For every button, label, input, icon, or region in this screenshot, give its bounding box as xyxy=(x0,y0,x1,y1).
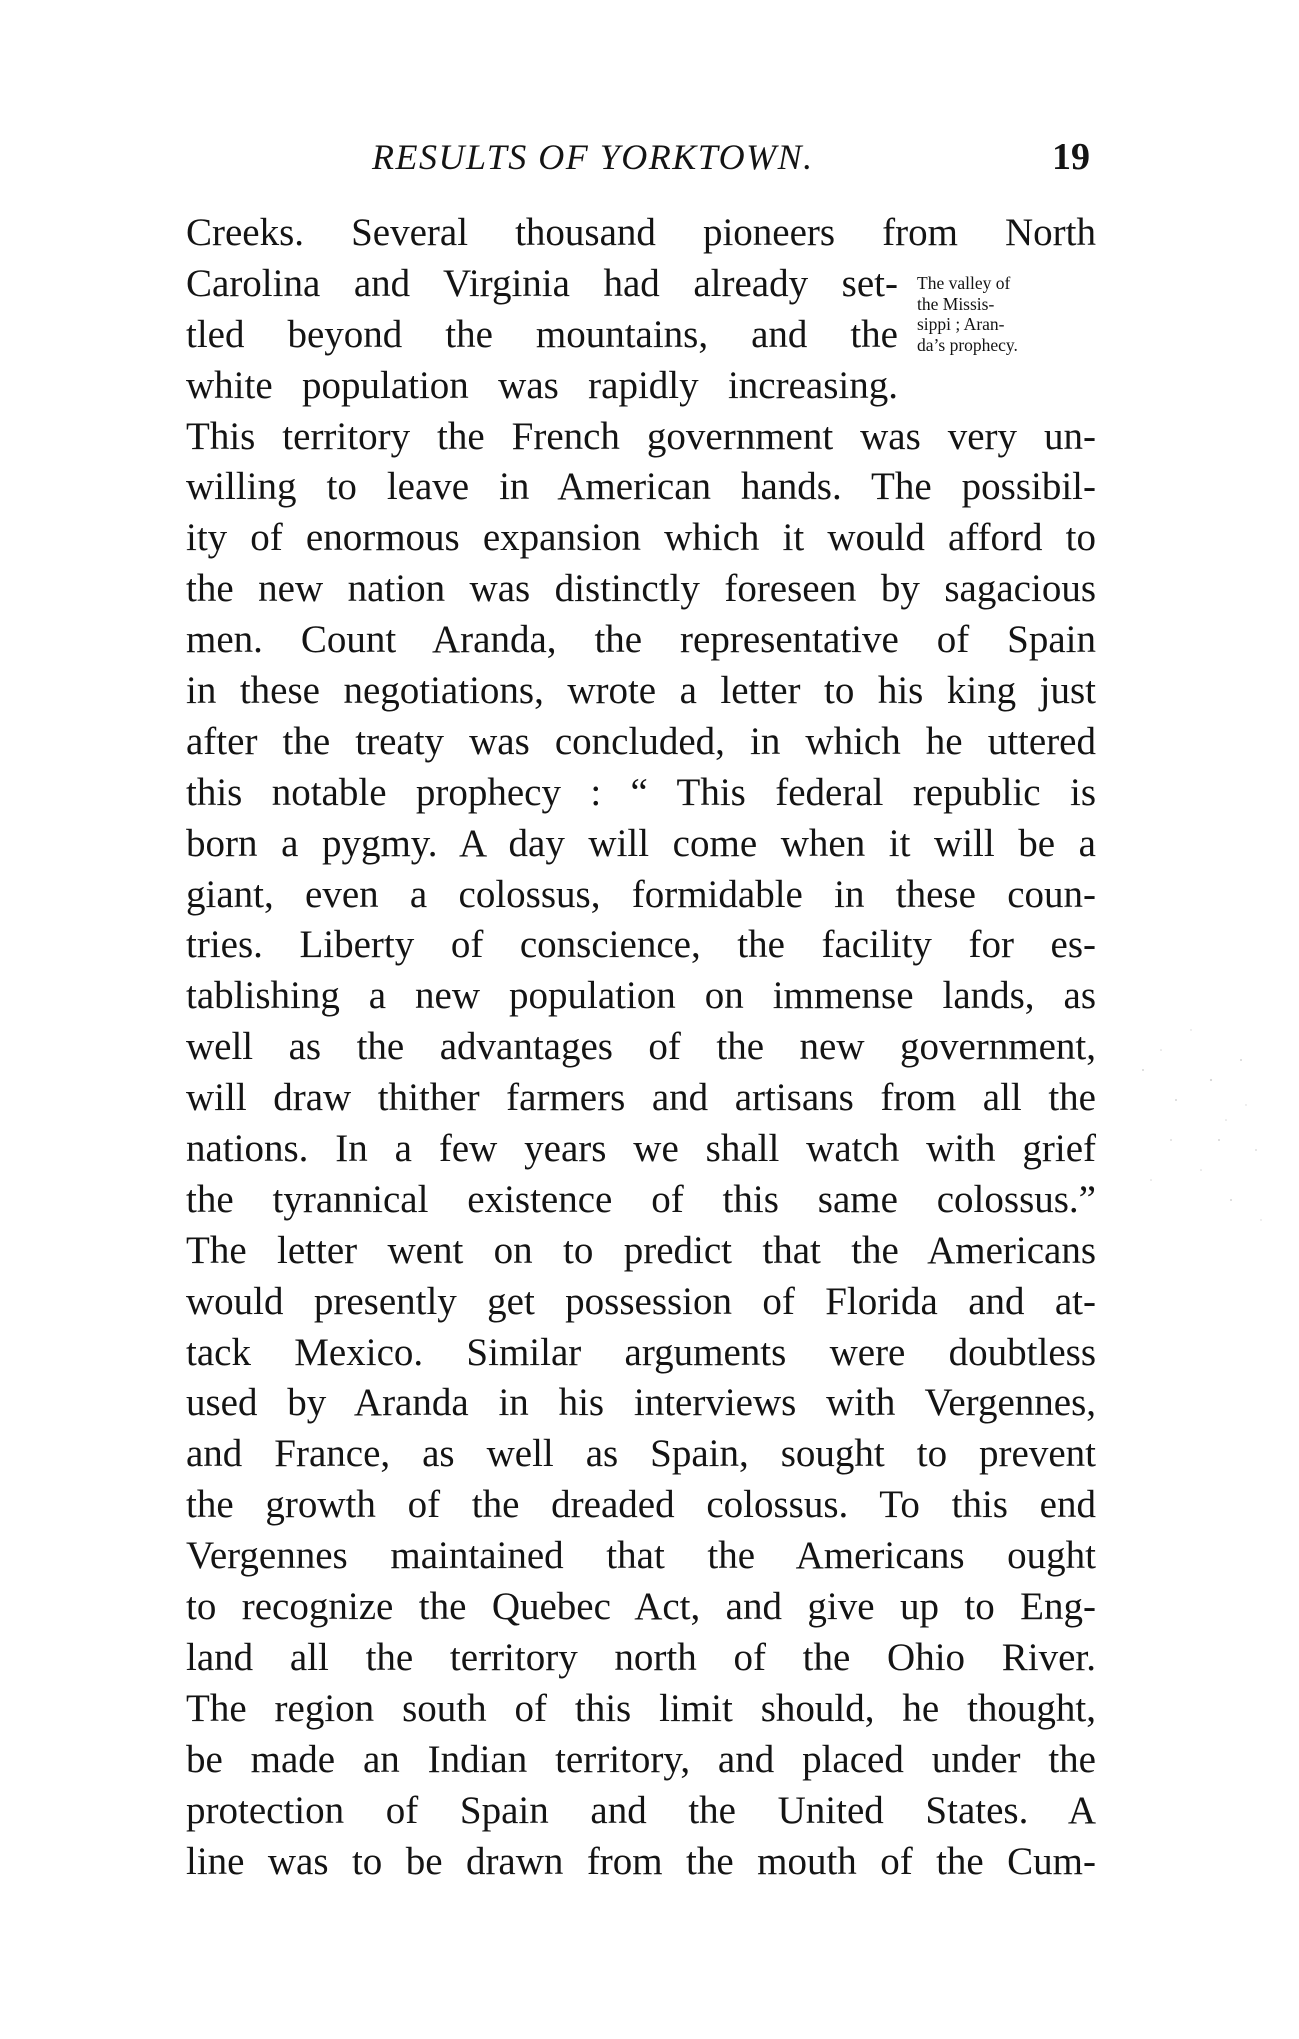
text-line: white population was rapidly increasing. xyxy=(186,363,898,407)
text-line: will draw thither farmers and artisans from all the xyxy=(186,1076,1096,1120)
paper-speckle-decoration xyxy=(1131,1010,1281,1250)
running-head xyxy=(186,132,1090,182)
text-line: The letter went on to predict that the Americans xyxy=(186,1228,1096,1272)
text-line: and France, as well as Spain, sought to prevent xyxy=(186,1432,1096,1476)
text-line: giant, even a colossus, formidable in these coun- xyxy=(186,872,1096,916)
text-line: protection of Spain and the United States. A xyxy=(186,1788,1096,1832)
text-line: used by Aranda in his interviews with Vergennes, xyxy=(186,1381,1096,1425)
text-line: nations. In a few years we shall watch with grief xyxy=(186,1127,1096,1171)
margin-note-line: the Missis- xyxy=(917,293,995,314)
text-line: tries. Liberty of conscience, the facility for es- xyxy=(186,923,1096,967)
text-line: the growth of the dreaded colossus. To this end xyxy=(186,1483,1096,1527)
text-line: land all the territory north of the Ohio River. xyxy=(186,1635,1096,1679)
margin-note-line: sippi ; Aran- xyxy=(917,314,1005,334)
text-line: Creeks. Several thousand pioneers from North xyxy=(186,211,1096,254)
text-line: tled beyond the mountains, and the xyxy=(186,312,898,356)
text-line: the tyrannical existence of this same colossus.” xyxy=(186,1177,1096,1221)
text-line: willing to leave in American hands. The possibil- xyxy=(186,465,1096,509)
text-line: The region south of this limit should, he thought, xyxy=(186,1686,1096,1730)
text-line: be made an Indian territory, and placed under the xyxy=(186,1737,1096,1781)
margin-note-line: The valley of xyxy=(917,273,1011,293)
running-title: RESULTS OF YORKTOWN. xyxy=(372,137,814,177)
text-line: men. Count Aranda, the representative of Spain xyxy=(186,618,1096,662)
text-line: This territory the French government was very un- xyxy=(186,414,1096,458)
text-line: after the treaty was concluded, in which he uttered xyxy=(186,719,1096,763)
text-line: tablishing a new population on immense lands, as xyxy=(186,974,1096,1018)
text-line: born a pygmy. A day will come when it will be a xyxy=(186,821,1096,865)
text-line: Vergennes maintained that the Americans ought xyxy=(186,1534,1096,1578)
text-line: to recognize the Quebec Act, and give up to Eng- xyxy=(186,1585,1096,1629)
text-line: line was to be drawn from the mouth of the Cum- xyxy=(186,1839,1096,1883)
text-line: would presently get possession of Florida and at- xyxy=(186,1279,1096,1323)
text-line: in these negotiations, wrote a letter to his king just xyxy=(186,669,1096,713)
margin-note-line: da’s prophecy. xyxy=(917,334,1018,355)
text-line: Carolina and Virginia had already set- xyxy=(186,261,898,305)
body-text xyxy=(186,208,1096,1887)
page-number: 19 xyxy=(1052,136,1090,178)
text-line: ity of enormous expansion which it would afford to xyxy=(186,516,1096,560)
text-line: tack Mexico. Similar arguments were doubtless xyxy=(186,1330,1096,1374)
text-line: the new nation was distinctly foreseen by sagacious xyxy=(186,567,1096,611)
text-line: well as the advantages of the new government, xyxy=(186,1025,1096,1069)
text-line: this notable prophecy : “ This federal republic is xyxy=(186,770,1096,814)
